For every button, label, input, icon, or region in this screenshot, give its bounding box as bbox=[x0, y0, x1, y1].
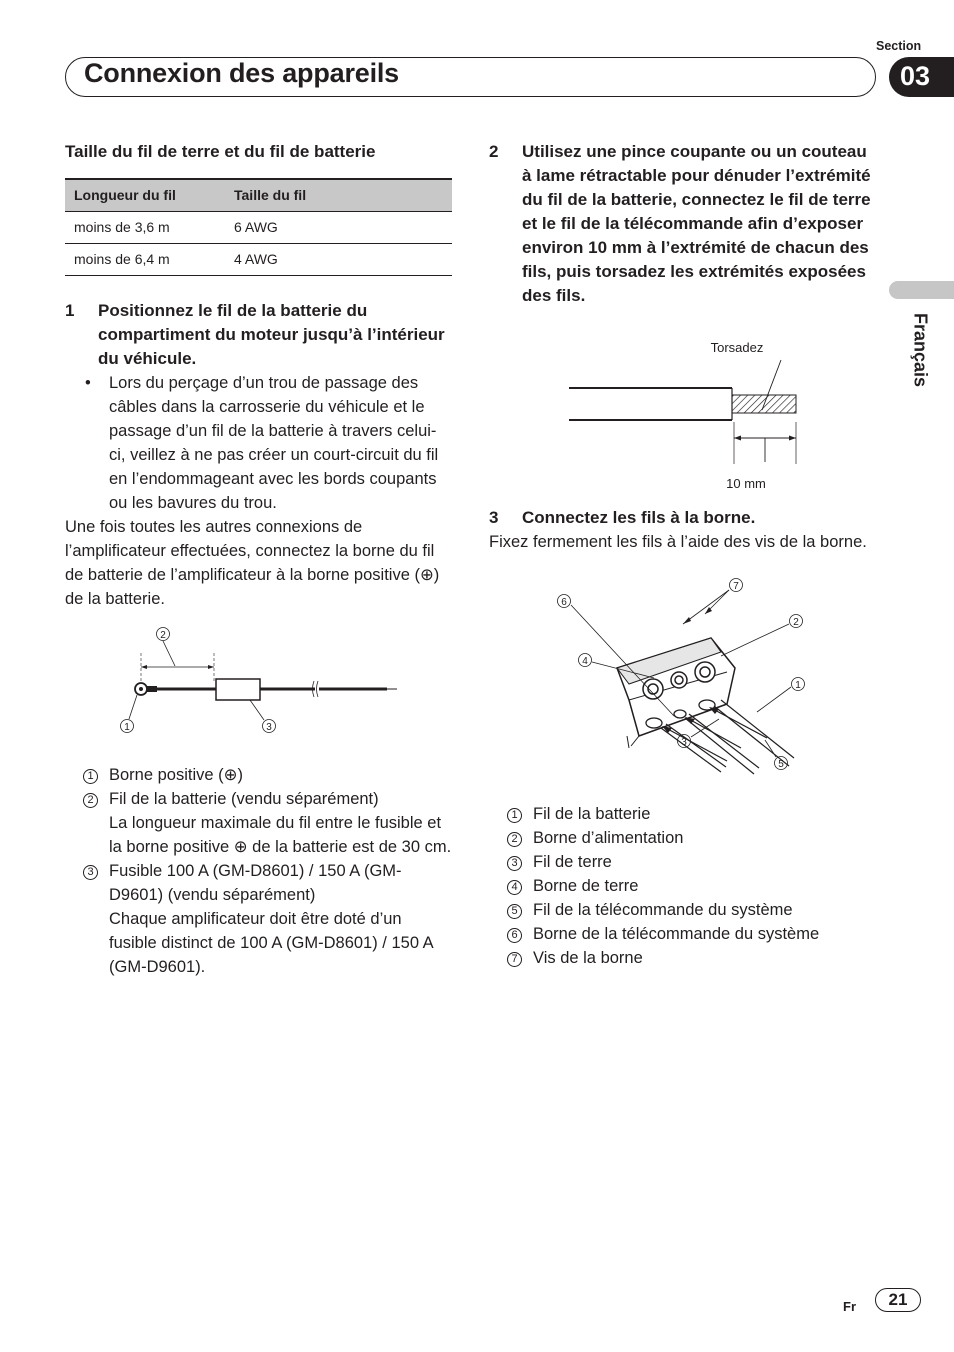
table-cell: 4 AWG bbox=[225, 243, 452, 275]
callout-2 bbox=[157, 627, 176, 666]
legend-item bbox=[65, 859, 452, 907]
legend-note: Chaque amplificateur doit être doté d’un fusible distinct de 100 A (GM-D8601) / 150 A (GM-D9601). bbox=[109, 909, 433, 976]
legend-item bbox=[507, 922, 879, 946]
left-legend bbox=[65, 763, 452, 979]
ring-terminal bbox=[135, 683, 157, 695]
legend-number: 1 bbox=[83, 763, 109, 787]
callout-number: 6 bbox=[561, 597, 567, 608]
legend-item bbox=[507, 946, 879, 970]
legend-label: Borne de terre bbox=[533, 877, 639, 895]
legend-number: 3 bbox=[507, 850, 533, 874]
callout-number: 7 bbox=[733, 581, 739, 592]
step-1 bbox=[65, 299, 452, 371]
twist-wire-diagram bbox=[489, 314, 879, 494]
legend-label: Borne de la télécommande du système bbox=[533, 925, 820, 943]
dimension-label: 10 mm bbox=[726, 476, 766, 491]
legend-item bbox=[65, 763, 452, 787]
page-number: 21 bbox=[875, 1288, 921, 1312]
bullet-item bbox=[65, 371, 452, 515]
legend-item bbox=[507, 898, 879, 922]
callout-number: 3 bbox=[681, 737, 687, 748]
legend-number: 3 bbox=[83, 859, 109, 907]
step-number: 1 bbox=[65, 300, 75, 320]
callout-1 bbox=[121, 695, 138, 733]
bullet-dot-icon: • bbox=[85, 373, 91, 392]
callout-number: 2 bbox=[793, 617, 799, 628]
legend-label: Fil de la batterie (vendu séparément) bbox=[109, 789, 379, 808]
page-title: Connexion des appareils bbox=[84, 58, 399, 88]
legend-number: 2 bbox=[507, 826, 533, 850]
language-label-text: Français bbox=[910, 312, 931, 388]
table-header-cell: Taille du fil bbox=[225, 179, 452, 211]
table-cell: 6 AWG bbox=[225, 211, 452, 243]
left-column bbox=[65, 140, 452, 979]
step-text: Positionnez le fil de la batterie du compartiment du moteur jusqu’à l’intérieur du véhicule. bbox=[98, 300, 445, 368]
callout-number: 1 bbox=[124, 721, 130, 733]
legend-number: 7 bbox=[507, 946, 533, 970]
terminal-connection-diagram bbox=[489, 576, 879, 786]
legend-number: 6 bbox=[507, 922, 533, 946]
callout-1 bbox=[757, 678, 805, 713]
step-number: 2 bbox=[489, 142, 499, 161]
legend-item bbox=[507, 874, 879, 898]
footer-language-code: Fr bbox=[843, 1299, 856, 1314]
legend-item bbox=[65, 787, 452, 811]
twist-label: Torsadez bbox=[710, 340, 764, 355]
legend-item bbox=[507, 826, 879, 850]
twisted-strands bbox=[732, 395, 796, 413]
callout-2 bbox=[721, 615, 803, 657]
section-number-badge: 03 bbox=[889, 57, 954, 97]
step-text: Utilisez une pince coupante ou un couteau à lame rétractable pour dénuder l’extrémité du fil de la batterie, connectez le fil de terre et le fil de la télécommande afin d’exposer environ 10 mm à l’extrémité de chacun des fils, puis torsadez les extrémités exposées des fils. bbox=[522, 142, 871, 305]
legend-number: 2 bbox=[83, 787, 109, 811]
legend-number: 5 bbox=[507, 898, 533, 922]
table-header-cell: Longueur du fil bbox=[65, 179, 225, 211]
callout-3 bbox=[250, 700, 276, 733]
callout-7 bbox=[683, 579, 743, 625]
legend-label: Vis de la borne bbox=[533, 949, 643, 967]
legend-item bbox=[507, 850, 879, 874]
callout-number: 1 bbox=[795, 680, 801, 691]
right-column bbox=[489, 140, 879, 970]
legend-number: 1 bbox=[507, 802, 533, 826]
table-heading: Taille du fil de terre et du fil de batterie bbox=[65, 142, 376, 161]
bullet-text: Lors du perçage d’un trou de passage des câbles dans la carrosserie du véhicule et le passage d’un fil de la batterie à travers celui-ci, veillez à ne pas créer un court-circuit du fil en l’endommageant avec les bords coupants ou les bavures du trou. bbox=[109, 373, 439, 512]
legend-label: Fil de la télécommande du système bbox=[533, 901, 793, 919]
body-paragraph: Fixez fermement les fils à l’aide des vis de la borne. bbox=[489, 533, 867, 551]
legend-label: Fusible 100 A (GM-D8601) / 150 A (GM-D9601) (vendu séparément) bbox=[109, 861, 402, 904]
callout-number: 2 bbox=[160, 629, 166, 641]
step-3 bbox=[489, 506, 879, 530]
wire-size-table bbox=[65, 178, 452, 276]
legend-label: Borne positive (⊕) bbox=[109, 765, 243, 784]
language-label bbox=[911, 304, 929, 396]
legend-label: Fil de la batterie bbox=[533, 805, 651, 823]
table-cell: moins de 6,4 m bbox=[65, 243, 225, 275]
legend-label: Borne d’alimentation bbox=[533, 829, 684, 847]
callout-number: 4 bbox=[582, 656, 588, 667]
table-header-row bbox=[65, 179, 452, 211]
step-2 bbox=[489, 140, 879, 308]
callout-number: 5 bbox=[778, 759, 784, 770]
legend-number: 4 bbox=[507, 874, 533, 898]
legend-label: Fil de terre bbox=[533, 853, 612, 871]
fuse-box bbox=[216, 679, 260, 700]
body-paragraph: Une fois toutes les autres connexions de l’amplificateur effectuées, connectez la borne du fil de batterie de l’amplificateur à la borne positive (⊕) de la batterie. bbox=[65, 517, 440, 608]
callout-3 bbox=[678, 719, 720, 748]
legend-item bbox=[507, 802, 879, 826]
legend-note: La longueur maximale du fil entre le fusible et la borne positive ⊕ de la batterie est de 30 cm. bbox=[109, 813, 452, 856]
callout-number: 3 bbox=[266, 721, 272, 733]
right-legend bbox=[489, 802, 879, 970]
table-row bbox=[65, 243, 452, 275]
table-row bbox=[65, 211, 452, 243]
step-number: 3 bbox=[489, 508, 499, 527]
dimension-marker bbox=[141, 653, 214, 681]
table-cell: moins de 3,6 m bbox=[65, 211, 225, 243]
section-label: Section bbox=[876, 39, 922, 53]
battery-wire-diagram bbox=[65, 623, 452, 753]
language-tab bbox=[889, 281, 954, 299]
step-text: Connectez les fils à la borne. bbox=[522, 508, 756, 527]
